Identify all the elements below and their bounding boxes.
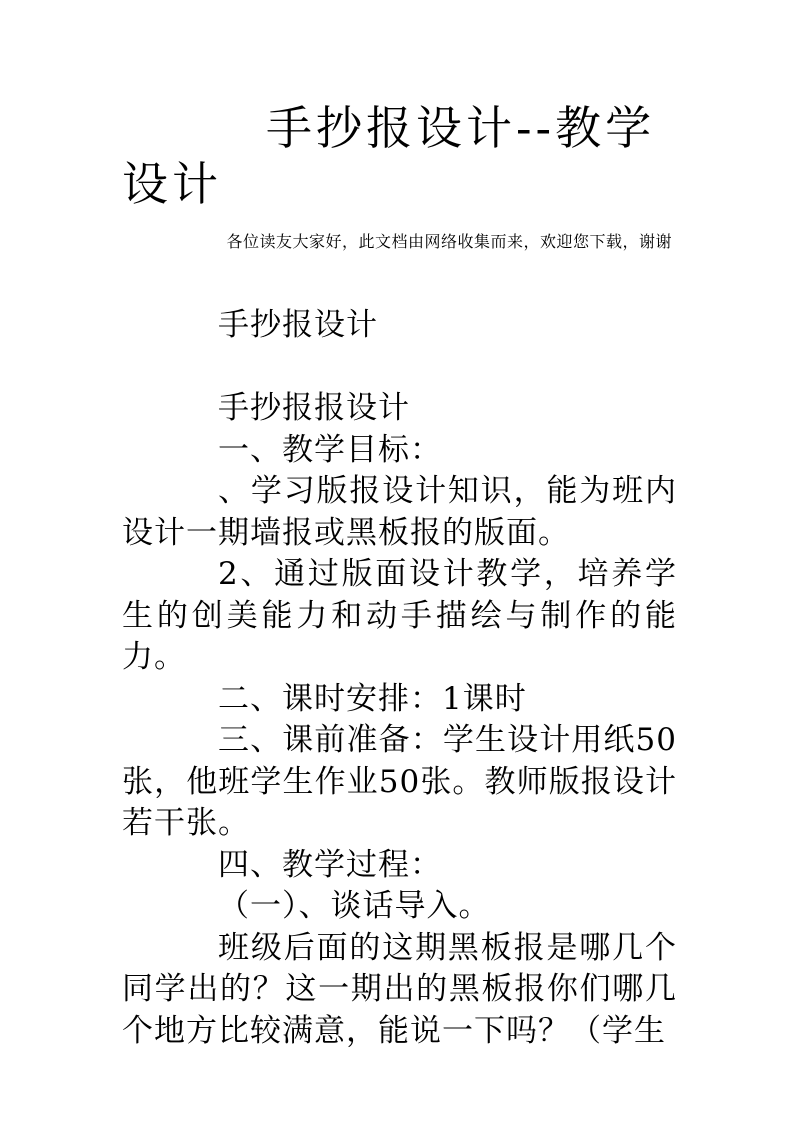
paragraph: 四、教学过程： bbox=[218, 846, 442, 883]
paragraph: 二、课时安排：1课时 bbox=[218, 680, 527, 717]
paragraph: 一、教学目标： bbox=[218, 431, 442, 468]
paragraph: 手抄报报设计 bbox=[218, 390, 410, 426]
paragraph-spacer bbox=[122, 347, 677, 389]
document-body bbox=[122, 305, 677, 1052]
document-subtitle: 各位读友大家好，此文档由网络收集而来，欢迎您下载，谢谢 bbox=[226, 232, 672, 251]
document-title: 手抄报设计--教学设计 bbox=[122, 101, 656, 211]
paragraph: （一）、谈话导入。 bbox=[218, 888, 491, 924]
paragraph: 2、通过版面设计教学，培养学生的创美能力和动手描绘与制作的能力。 bbox=[122, 556, 677, 675]
paragraph: 、学习版报设计知识，能为班内设计一期墙报或黑板报的版面。 bbox=[122, 473, 677, 551]
paragraph: 班级后面的这期黑板报是哪几个同学出的？这一期出的黑板报你们哪几个地方比较满意，能说一下吗？（学生 bbox=[122, 929, 677, 1049]
section-heading: 手抄报设计 bbox=[218, 307, 378, 343]
paragraph: 三、课前准备：学生设计用纸50张，他班学生作业50张。教师版报设计若干张。 bbox=[122, 722, 677, 841]
